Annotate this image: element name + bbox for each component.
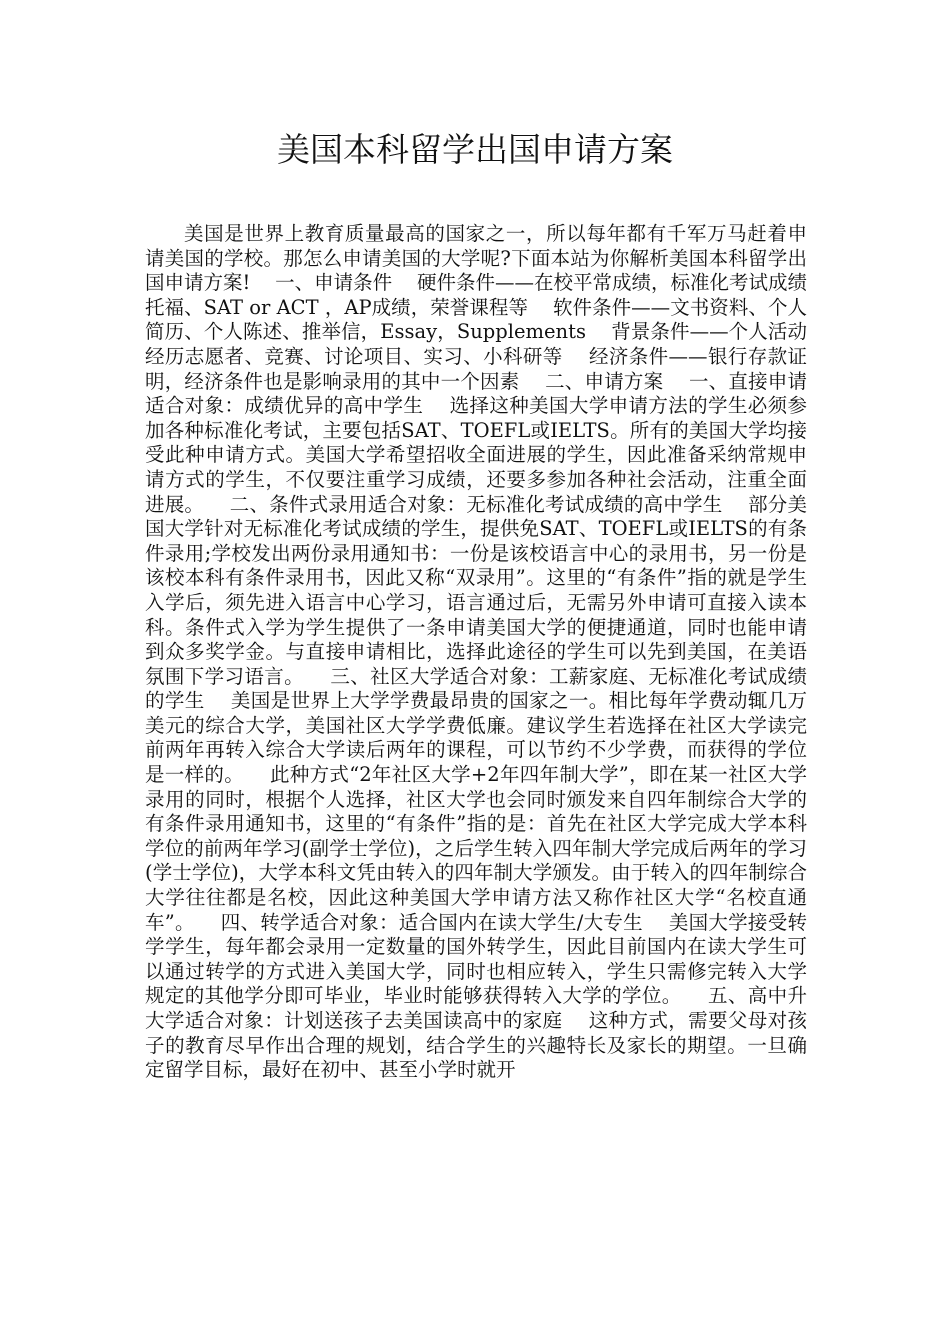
document-body-text: 美国是世界上教育质量最高的国家之一，所以每年都有千军万马赶着申请美国的学校。那怎么申请美国的大学呢?下面本站为你解析美国本科留学出国申请方案! 一、申请条件 硬件条件——在校平常成绩，标准化考试成绩托福、SAT or ACT ，AP成绩，荣誉课程等 软件条件——文书资料、个人简历、个人陈述、推举信，Essay，Supplements 背景条件——个人活动经历志愿者、竞赛、讨论项目、实习、小科研等 经济条件——银行存款证明，经济条件也是影响录用的其中一个因素 二、申请方案 一、直接申请适合对象：成绩优异的高中学生 选择这种美国大学申请方法的学生必须参加各种标准化考试，主要包括SAT、TOEFL或IELTS。所有的美国大学均接受此种申请方式。美国大学希望招收全面进展的学生，因此准备采纳常规申请方式的学生，不仅要注重学习成绩，还要多参加各种社会活动，注重全面进展。 二、条件式录用适合对象：无标准化考试成绩的高中学生 部分美国大学针对无标准化考试成绩的学生，提供免SAT、TOEFL或IELTS的有条件录用;学校发出两份录用通知书：一份是该校语言中心的录用书，另一份是该校本科有条件录用书，因此又称“双录用”。这里的“有条件”指的就是学生入学后，须先进入语言中心学习，语言通过后，无需另外申请可直接入读本科。条件式入学为学生提供了一条申请美国大学的便捷通道，同时也能申请到众多奖学金。与直接申请相比，选择此途径的学生可以先到美国，在美语氛围下学习语言。 三、社区大学适合对象：工薪家庭、无标准化考试成绩的学生 美国是世界上大学学费最昂贵的国家之一。相比每年学费动辄几万美元的综合大学，美国社区大学学费低廉。建议学生若选择在社区大学读完前两年再转入综合大学读后两年的课程，可以节约不少学费，而获得的学位是一样的。 此种方式“2年社区大学+2年四年制大学”，即在某一社区大学录用的同时，根据个人选择，社区大学也会同时颁发来自四年制综合大学的有条件录用通知书，这里的“有条件”指的是：首先在社区大学完成大学本科学位的前两年学习(副学士学位)，之后学生转入四年制大学完成后两年的学习(学士学位)，大学本科文凭由转入的四年制大学颁发。由于转入的四年制综合大学往往都是名校，因此这种美国大学申请方法又称作社区大学“名校直通车”。 四、转学适合对象：适合国内在读大学生/大专生 美国大学接受转学学生，每年都会录用一定数量的国外转学生，因此目前国内在读大学生可以通过转学的方式进入美国大学，同时也相应转入，学生只需修完转入大学规定的其他学分即可毕业，毕业时能够获得转入大学的学位。 五、高中升大学适合对象：计划送孩子去美国读高中的家庭 这种方式，需要父母对孩子的教育尽早作出合理的规划，结合学生的兴趣特长及家长的期望。一旦确定留学目标，最好在初中、甚至小学时就开 <box>145 222 807 1082</box>
document-title: 美国本科留学出国申请方案 <box>277 130 673 169</box>
